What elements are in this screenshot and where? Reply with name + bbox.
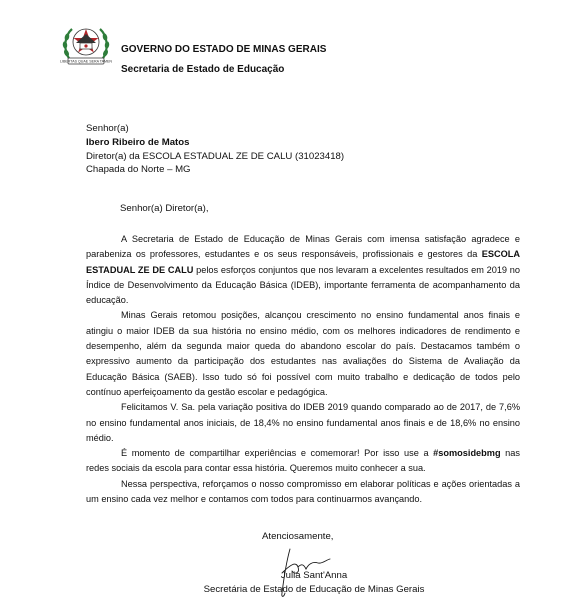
government-name: GOVERNO DO ESTADO DE MINAS GERAIS [121, 44, 327, 55]
recipient-name: Ibero Ribeiro de Matos [86, 136, 190, 148]
handwritten-signature [268, 543, 332, 599]
signer-name: Julia Sant'Anna [280, 570, 348, 581]
recipient-block [86, 122, 344, 177]
recipient-role: Diretor(a) da ESCOLA ESTADUAL ZE DE CALU (31023418) [86, 150, 345, 162]
paragraph: Minas Gerais retomou posições, alcançou crescimento no ensino fundamental anos finais e atingiu o maior IDEB da sua história no ensino médio, com os melhores indicadores de rendimento e desempenho, além da segunda maior queda do abandono escolar do país. Destacamos também o expressivo aumento da participação dos estudantes nas avaliações do Sistema de Avaliação da Educação Básica (SAEB). Isso tudo só foi possível com muito trabalho e dedicação de todos pelo contínuo aperfeiçoamento da gestão escolar e pedagógica. [86, 310, 520, 397]
recipient-title: Senhor(a) [86, 123, 129, 134]
letter-body [86, 232, 520, 507]
paragraph: A Secretaria de Estado de Educação de Minas Gerais com imensa satisfação agradece e parabeniza os professores, estudantes e os seus responsáveis, profissionais e gestores da ESCOLA ESTADUAL ZE DE CALU pelos esforços conjuntos que nos levaram a excelentes resultados em 2019 no Índice de Desenvolvimento da Educação Básica (IDEB), importante ferramenta de acompanhamento da educação. [86, 234, 520, 306]
paragraph: É momento de compartilhar experiências e comemorar! Por isso use a #somosidebmg nas redes sociais da escola para contar essa história. Queremos muito conhecer a sua. [86, 448, 520, 474]
paragraph: Felicitamos V. Sa. pela variação positiva do IDEB 2019 quando comparado ao de 2017, de 7,6% no ensino fundamental anos iniciais, de 18,4% no ensino fundamental anos finais e de 18,6% no ensino médio. [86, 402, 520, 443]
letterhead [121, 40, 326, 80]
closing: Atenciosamente, [262, 531, 334, 542]
paragraph: Nessa perspectiva, reforçamos o nosso compromisso em elaborar políticas e ações orientadas a um ensino cada vez melhor e contamos com todos para continuarmos avançando. [86, 478, 520, 505]
svg-text:LIBERTAS QUAE SERA TAMEN: LIBERTAS QUAE SERA TAMEN [60, 59, 112, 64]
signer-title: Secretária de Estado de Educação de Minas Gerais [203, 584, 425, 595]
state-coat-of-arms-icon [60, 20, 112, 72]
department-name: Secretaria de Estado de Educação [121, 64, 285, 75]
recipient-location: Chapada do Norte – MG [86, 164, 191, 176]
salutation: Senhor(a) Diretor(a), [120, 203, 209, 214]
